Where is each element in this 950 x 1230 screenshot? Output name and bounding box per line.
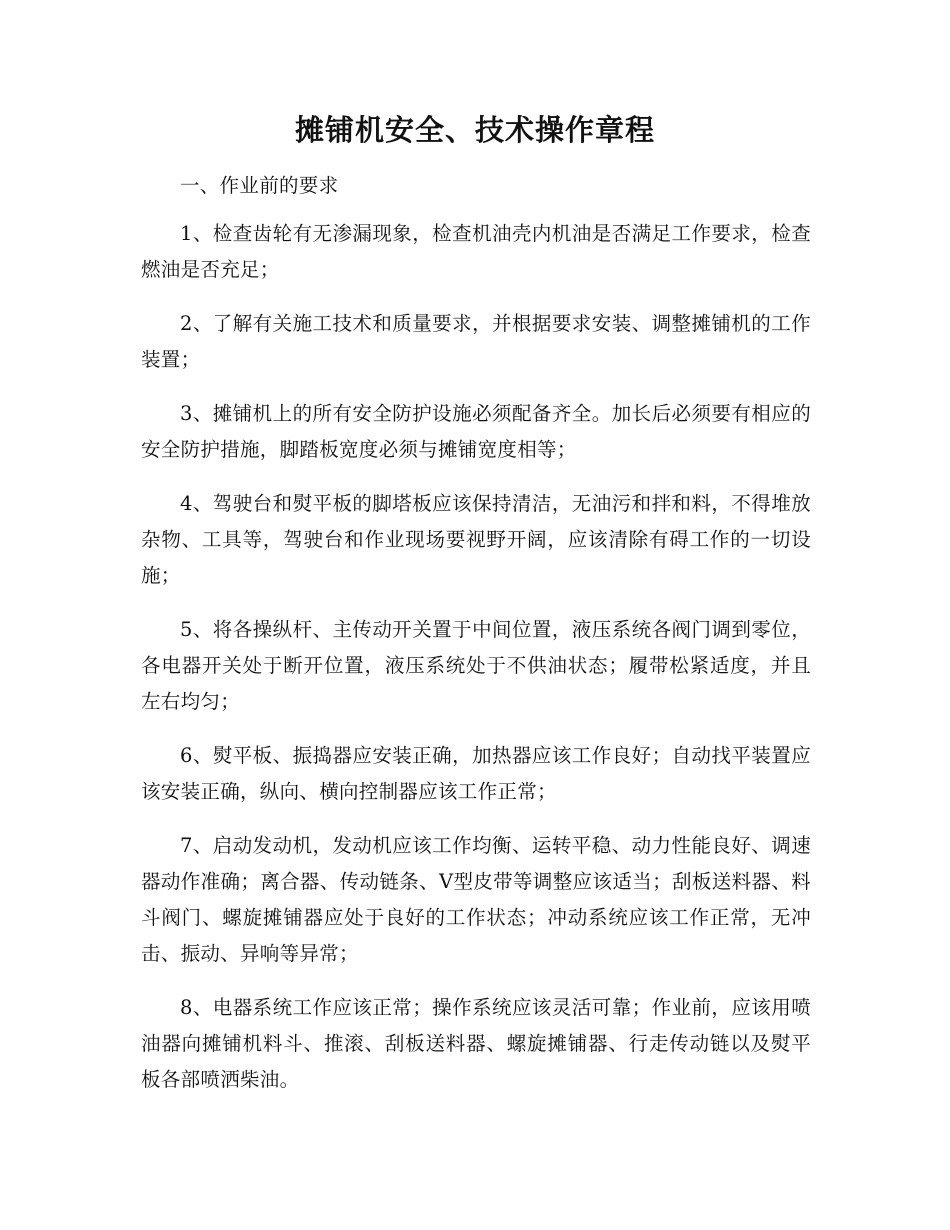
section-heading: 一、作业前的要求 [180, 174, 339, 197]
paragraph-1: 1、检查齿轮有无渗漏现象，检查机油壳内机油是否满足工作要求，检查燃油是否充足； [141, 222, 811, 281]
document-title: 摊铺机安全、技术操作章程 [294, 113, 655, 147]
paragraph-6: 6、熨平板、振捣器应安装正确，加热器应该工作良好；自动找平装置应该安装正确，纵向、横向控制器应该工作正常； [141, 744, 811, 803]
paragraph-5: 5、将各操纵杆、主传动开关置于中间位置，液压系统各阀门调到零位，各电器开关处于断开位置，液压系统处于不供油状态；履带松紧适度，并且左右均匀； [141, 618, 811, 713]
paragraph-3: 3、摊铺机上的所有安全防护设施必须配备齐全。加长后必须要有相应的安全防护措施，脚踏板宽度必须与摊铺宽度相等； [141, 402, 811, 461]
paragraph-2: 2、了解有关施工技术和质量要求，并根据要求安装、调整摊铺机的工作装置； [141, 312, 811, 371]
document-body [141, 168, 811, 1116]
paragraph-7: 7、启动发动机，发动机应该工作均衡、运转平稳、动力性能良好、调速器动作准确；离合器、传动链条、V型皮带等调整应该适当；刮板送料器、料斗阀门、螺旋摊铺器应处于良好的工作状态；冲动系统应该工作正常，无冲击、振动、异响等异常； [141, 834, 811, 965]
paragraph-8: 8、电器系统工作应该正常；操作系统应该灵活可靠；作业前，应该用喷油器向摊铺机料斗、推滚、刮板送料器、螺旋摊铺器、行走传动链以及熨平板各部喷洒柴油。 [141, 996, 811, 1091]
paragraph-4: 4、驾驶台和熨平板的脚塔板应该保持清洁，无油污和拌和料，不得堆放杂物、工具等，驾驶台和作业现场要视野开阔，应该清除有碍工作的一切设施； [141, 492, 811, 587]
